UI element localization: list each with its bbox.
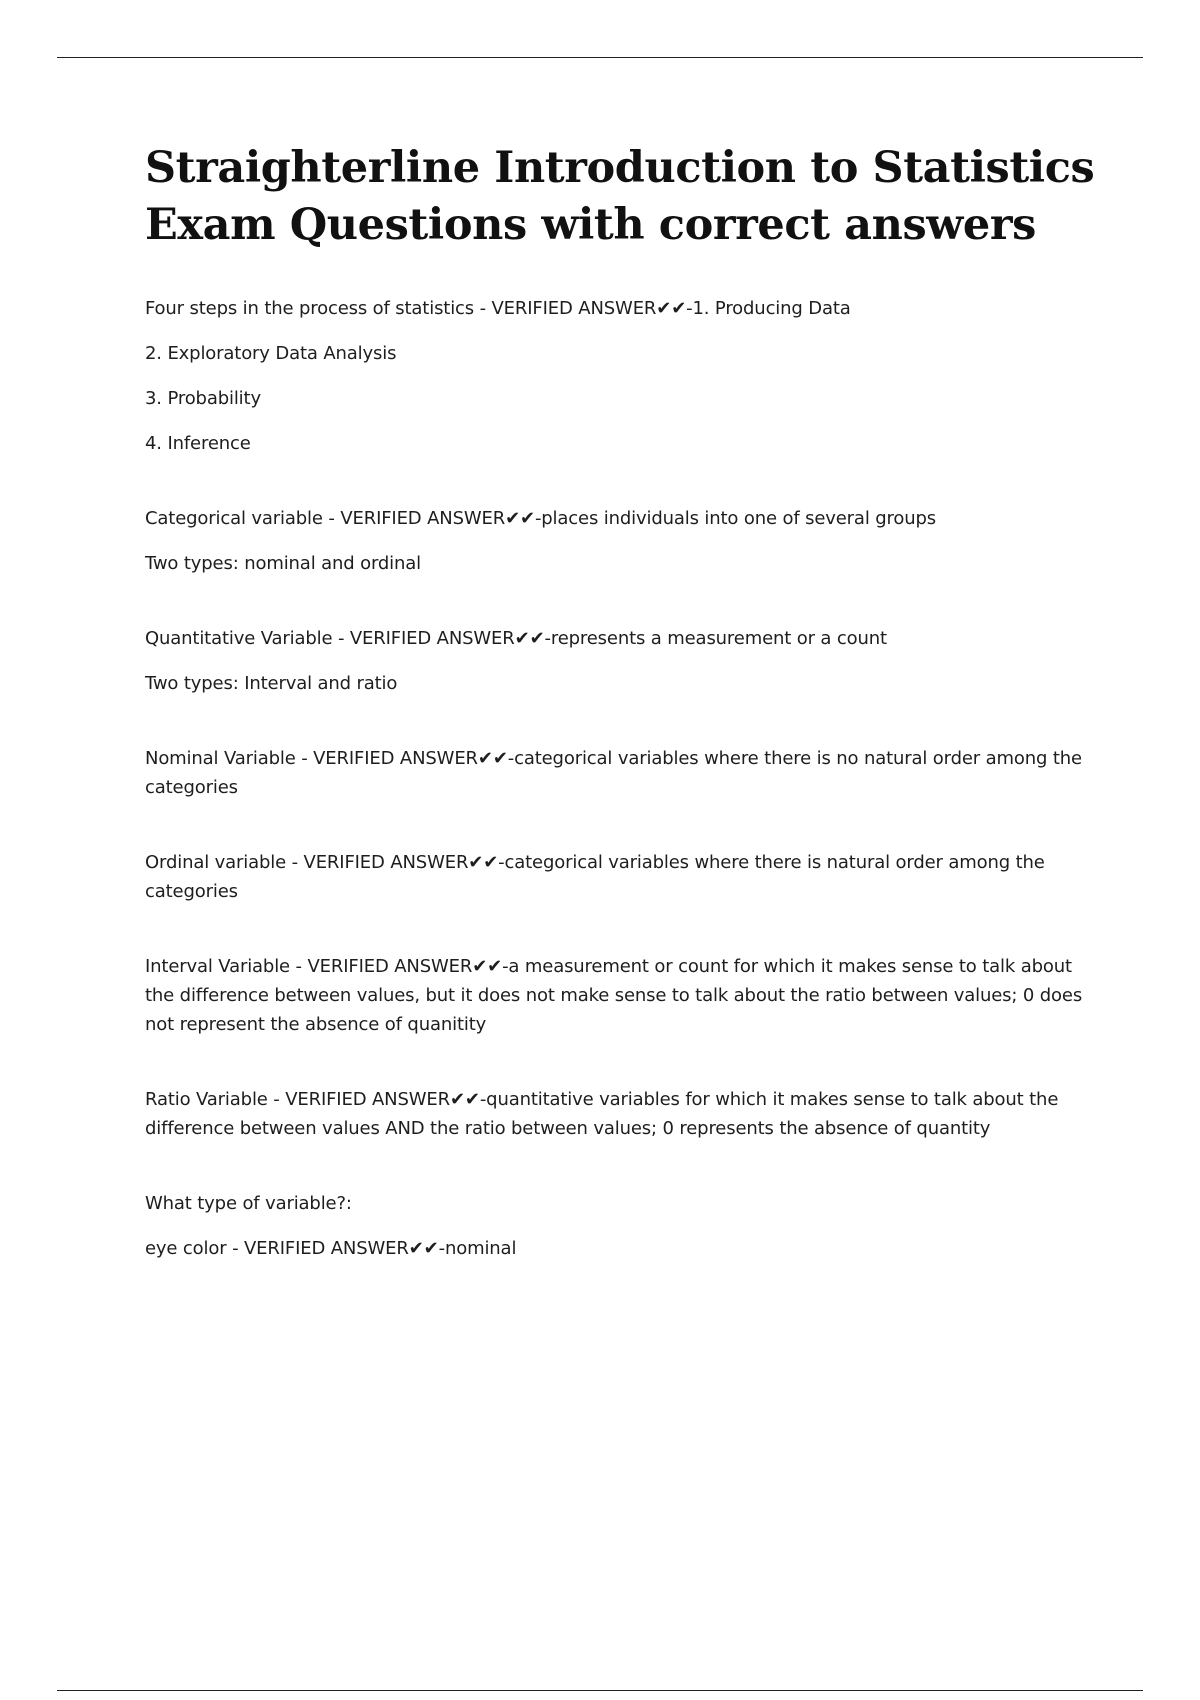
entry-gap <box>145 906 1095 952</box>
entry-text: Ratio Variable - VERIFIED ANSWER✔✔-quantitative variables for which it makes sense to talk about the difference between values AND the ratio between values; 0 represents the absence of quantity <box>145 1089 1059 1139</box>
entry-text: Ordinal variable - VERIFIED ANSWER✔✔-categorical variables where there is natural order among the categories <box>145 852 1045 902</box>
header-rule <box>57 57 1143 58</box>
entry-text: Two types: nominal and ordinal <box>145 553 422 574</box>
entry-text: Categorical variable - VERIFIED ANSWER✔✔-places individuals into one of several groups <box>145 508 936 529</box>
document-title <box>145 140 1095 254</box>
qa-entry-categorical <box>145 504 1095 578</box>
qa-entry-ordinal <box>145 848 1095 906</box>
entry-text: Two types: Interval and ratio <box>145 673 398 694</box>
qa-entry-interval <box>145 952 1095 1039</box>
qa-entry-ratio <box>145 1085 1095 1143</box>
entry-text: Four steps in the process of statistics - VERIFIED ANSWER✔✔-1. Producing Data <box>145 298 851 319</box>
title-line-1: Straighterline Introduction to Statistics <box>145 143 1095 193</box>
qa-entry-nominal <box>145 744 1095 802</box>
entry-gap <box>145 578 1095 624</box>
entry-gap <box>145 458 1095 504</box>
entry-text: Interval Variable - VERIFIED ANSWER✔✔-a measurement or count for which it makes sense to talk about the difference between values, but it does not make sense to talk about the ratio between values; 0 does not represent the absence of quanitity <box>145 956 1083 1035</box>
entry-text: 4. Inference <box>145 433 251 454</box>
title-line-2: Exam Questions with correct answers <box>145 200 1036 250</box>
entry-text: 3. Probability <box>145 388 261 409</box>
entry-gap <box>145 802 1095 848</box>
document-page <box>145 140 1095 1263</box>
qa-entry-variable-type <box>145 1189 1095 1263</box>
entry-text: Nominal Variable - VERIFIED ANSWER✔✔-categorical variables where there is no natural order among the categories <box>145 748 1082 798</box>
qa-entry-quantitative <box>145 624 1095 698</box>
entry-gap <box>145 698 1095 744</box>
entry-text: 2. Exploratory Data Analysis <box>145 343 397 364</box>
entry-text: eye color - VERIFIED ANSWER✔✔-nominal <box>145 1238 517 1259</box>
entry-text: Quantitative Variable - VERIFIED ANSWER✔✔-represents a measurement or a count <box>145 628 887 649</box>
entry-gap <box>145 1143 1095 1189</box>
entry-text: What type of variable?: <box>145 1193 352 1214</box>
footer-rule <box>57 1690 1143 1691</box>
qa-entry-steps <box>145 294 1095 458</box>
entry-gap <box>145 1039 1095 1085</box>
